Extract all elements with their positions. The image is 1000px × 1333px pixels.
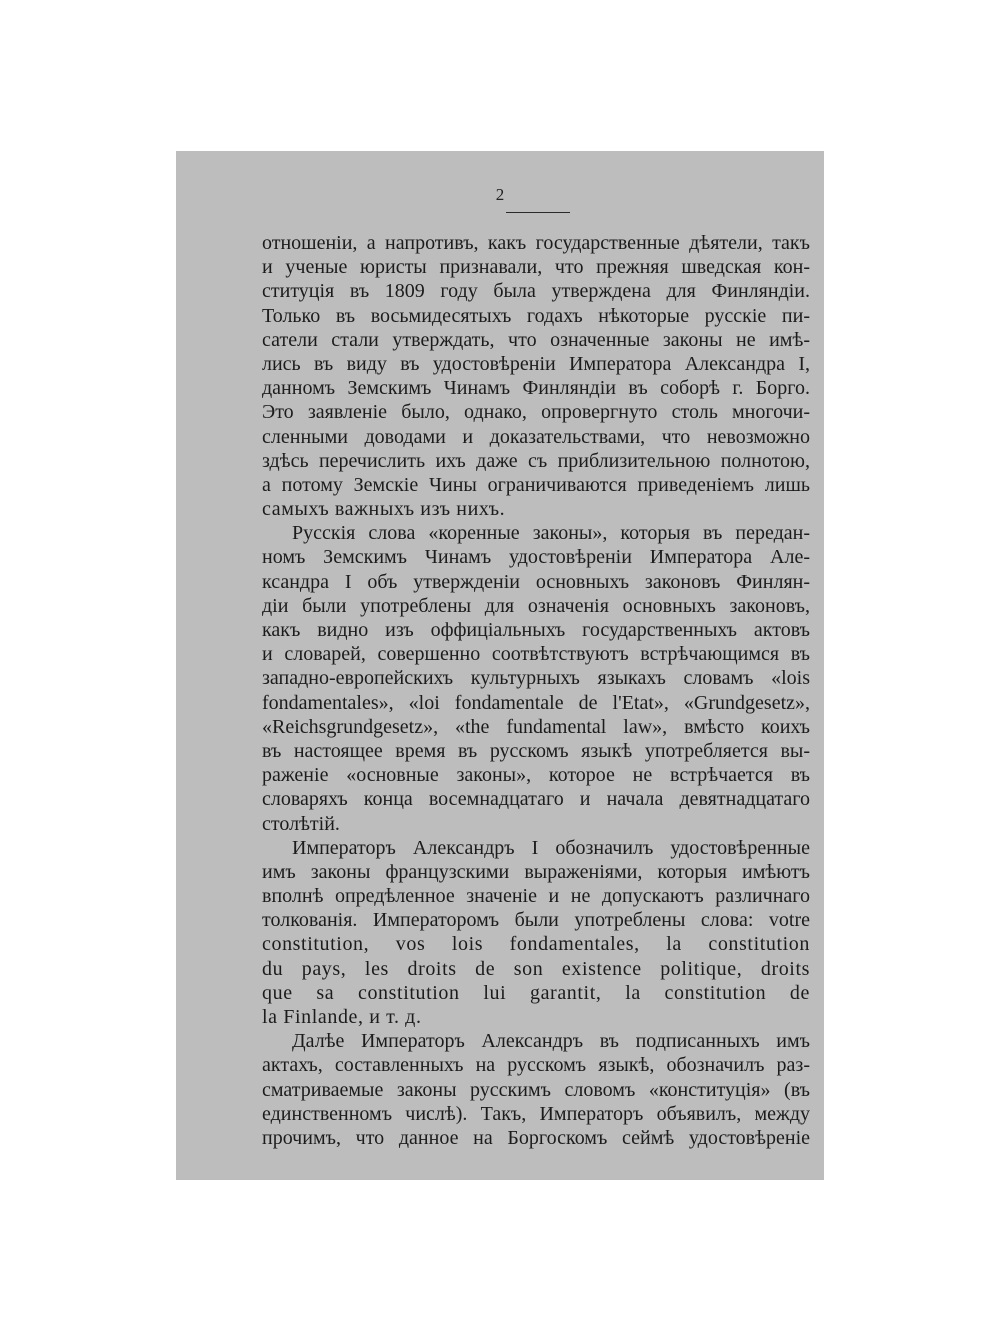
scanned-page bbox=[176, 151, 824, 1180]
page-number: 2 bbox=[495, 185, 505, 204]
text-line: Императоръ Александръ I обозначилъ удостовѣренные bbox=[292, 836, 810, 859]
text-line: единственномъ числѣ). Такъ, Императоръ объявилъ, между bbox=[262, 1102, 810, 1125]
paragraph-3 bbox=[262, 836, 810, 1030]
text-line: лись въ виду въ удостовѣреніи Императора Александра I, bbox=[262, 352, 810, 375]
text-line: раженіе «основные законы», которое не встрѣчается въ bbox=[262, 764, 810, 787]
text-line: какъ видно изъ оффиціальныхъ государственныхъ актовъ bbox=[262, 619, 810, 641]
text-line: du pays, les droits de son existence politique, droits bbox=[262, 957, 810, 980]
text-line: сматриваемые законы русскимъ словомъ «конституція» (въ bbox=[262, 1078, 810, 1101]
paragraph-2 bbox=[262, 521, 810, 835]
text-line: имъ законы французскими выраженіями, которыя имѣютъ bbox=[262, 860, 810, 883]
text-line: а потому Земскіе Чины ограничиваются приведеніемъ лишь bbox=[262, 473, 810, 496]
text-line: толкованія. Императоромъ были употреблены слова: votre bbox=[262, 909, 810, 932]
text-line: діи были употреблены для означенія основныхъ законовъ, bbox=[262, 594, 810, 617]
paragraph-1 bbox=[262, 231, 810, 521]
text-line: Далѣе Императоръ Александръ въ подписанныхъ имъ bbox=[292, 1030, 810, 1053]
header-rule bbox=[506, 212, 570, 213]
text-line: здѣсь перечислить ихъ даже съ приблизительною полнотою, bbox=[262, 449, 810, 472]
text-line: ституція въ 1809 году была утверждена для Финляндіи. bbox=[262, 280, 810, 303]
text-line: столѣтій. bbox=[262, 812, 340, 835]
text-line: «Reichsgrundgesetz», «the fundamental law», вмѣсто коихъ bbox=[262, 715, 810, 738]
text-line: отношеніи, а напротивъ, какъ государственные дѣятели, такъ bbox=[262, 232, 810, 254]
text-line: актахъ, составленныхъ на русскомъ языкѣ, обозначилъ раз- bbox=[262, 1054, 810, 1077]
text-line: и ученые юристы признавали, что прежняя шведская кон- bbox=[262, 256, 810, 279]
text-line: и словарей, совершенно соотвѣтствуютъ встрѣчающимся въ bbox=[262, 643, 810, 666]
text-line: constitution, vos lois fondamentales, la constitution bbox=[262, 933, 810, 956]
text-line: западно-европейскихъ культурныхъ языкахъ словамъ «lois bbox=[262, 667, 810, 690]
text-line: Только въ восьмидесятыхъ годахъ нѣкоторые русскіе пи- bbox=[262, 304, 810, 327]
text-line: сленными доводами и доказательствами, что невозможно bbox=[262, 425, 810, 448]
paragraph-4 bbox=[262, 1029, 810, 1150]
text-line: Это заявленіе было, однако, опровергнуто столь многочи- bbox=[262, 401, 810, 424]
text-line: que sa constitution lui garantit, la constitution de bbox=[262, 981, 810, 1004]
text-line: словаряхъ конца восемнадцатаго и начала девятнадцатаго bbox=[262, 788, 810, 811]
text-line: номъ Земскимъ Чинамъ удостовѣреніи Императора Але- bbox=[262, 546, 810, 569]
text-line: вполнѣ опредѣленное значеніе и не допускаютъ различнаго bbox=[262, 885, 810, 908]
text-line: самыхъ важныхъ изъ нихъ. bbox=[262, 498, 506, 521]
text-line: прочимъ, что данное на Боргоскомъ сеймѣ удостовѣреніе bbox=[262, 1126, 810, 1149]
text-line: данномъ Земскимъ Чинамъ Финляндіи въ соборѣ г. Борго. bbox=[262, 377, 810, 400]
text-line: fondamentales», «loi fondamentale de l'Etat», «Grundgesetz», bbox=[262, 691, 810, 714]
text-line: въ настоящее время въ русскомъ языкѣ употребляется вы- bbox=[262, 739, 810, 762]
text-line: сатели стали утверждать, что означенные законы не имѣ- bbox=[262, 328, 810, 351]
text-line: ксандра I объ утвержденіи основныхъ законовъ Финлян- bbox=[262, 570, 810, 593]
body-text bbox=[262, 231, 810, 1150]
text-line: la Finlande, и т. д. bbox=[262, 1006, 422, 1028]
text-line: Русскія слова «коренные законы», которыя въ передан- bbox=[292, 522, 810, 545]
